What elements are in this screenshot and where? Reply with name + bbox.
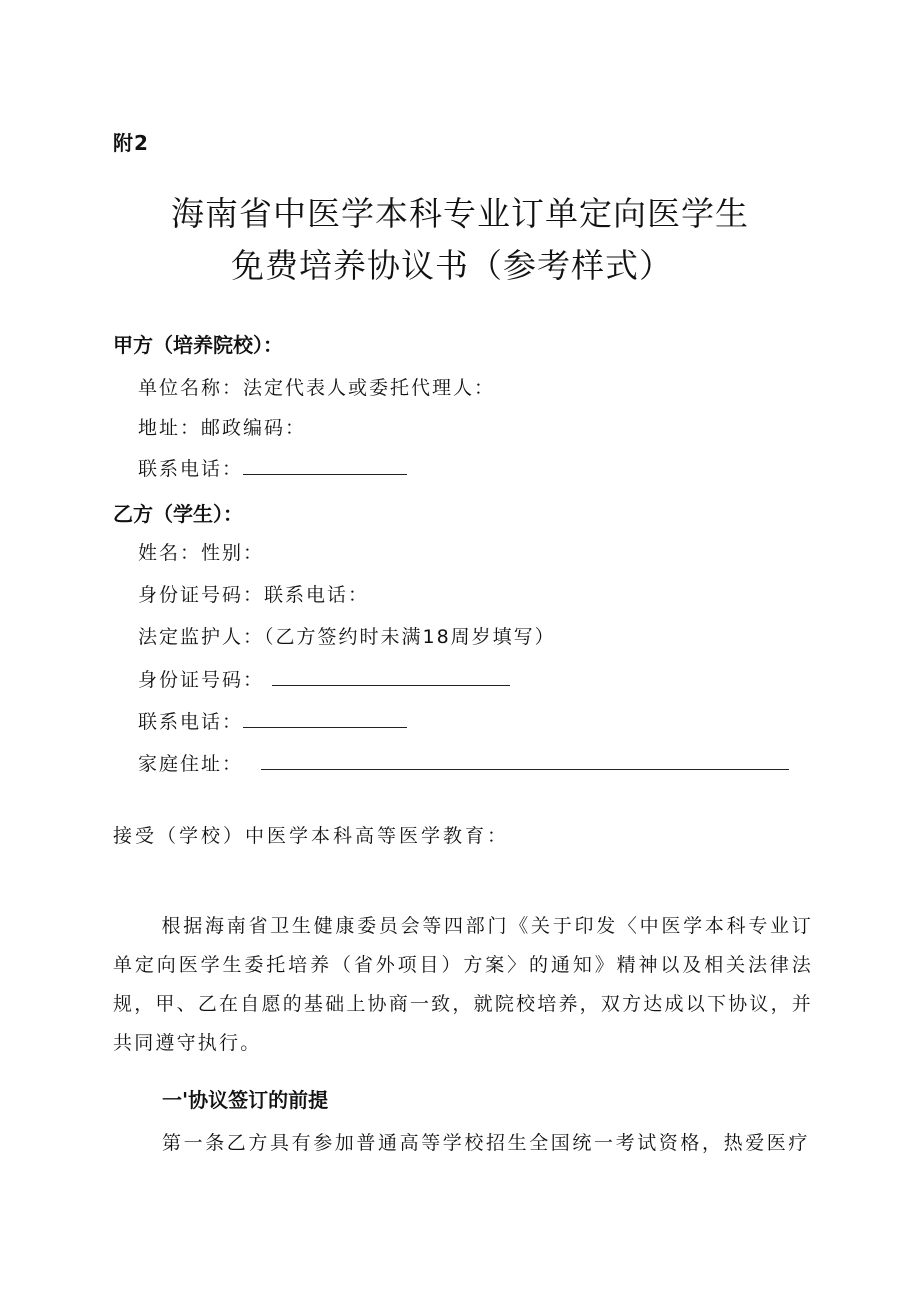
party-b-heading: 乙方（学生）： — [113, 502, 243, 526]
guardian-id-label: 身份证号码： — [138, 669, 265, 691]
party-a-phone-blank — [243, 456, 407, 475]
guardian-phone-label: 联系电话： — [138, 711, 244, 733]
home-address-row — [138, 751, 789, 776]
party-a-heading: 甲方（培养院校）： — [113, 333, 283, 357]
party-a-unit-line: 单位名称：法定代表人或委托代理人： — [138, 377, 496, 399]
guardian-phone-row — [138, 709, 407, 734]
home-address-blank — [261, 751, 789, 770]
guardian-id-blank — [272, 667, 510, 686]
party-b-id-phone-line: 身份证号码：联系电话： — [138, 584, 370, 606]
guardian-id-row — [138, 667, 510, 692]
intro-paragraph-block — [113, 907, 813, 1063]
attachment-label: 附2 — [113, 131, 149, 155]
guardian-line: 法定监护人：（乙方签约时未满18周岁填写） — [138, 626, 556, 648]
article-1-text: 第一条乙方具有参加普通高等学校招生全国统一考试资格，热爱医疗 — [162, 1132, 811, 1154]
party-b-name-line: 姓名：性别： — [138, 542, 265, 564]
party-a-phone-label: 联系电话： — [138, 458, 244, 480]
accept-line: 接受（学校）中医学本科高等医学教育： — [113, 825, 510, 847]
document-title-line-1: 海南省中医学本科专业订单定向医学生 — [171, 194, 749, 233]
section-1-heading: 一'协议签订的前提 — [162, 1088, 329, 1112]
party-a-phone-row — [138, 456, 407, 481]
home-address-label: 家庭住址： — [138, 753, 244, 775]
party-a-address-line: 地址：邮政编码： — [138, 417, 307, 439]
intro-paragraph: 根据海南省卫生健康委员会等四部门《关于印发〈中医学本科专业订单定向医学生委托培养（省外项目）方案〉的通知》精神以及相关法律法规，甲、乙在自愿的基础上协商一致，就院校培养，双方达成以下协议，并共同遵守执行。 — [113, 915, 813, 1054]
guardian-phone-blank — [243, 709, 407, 728]
document-title-line-2: 免费培养协议书（参考样式） — [231, 246, 673, 285]
